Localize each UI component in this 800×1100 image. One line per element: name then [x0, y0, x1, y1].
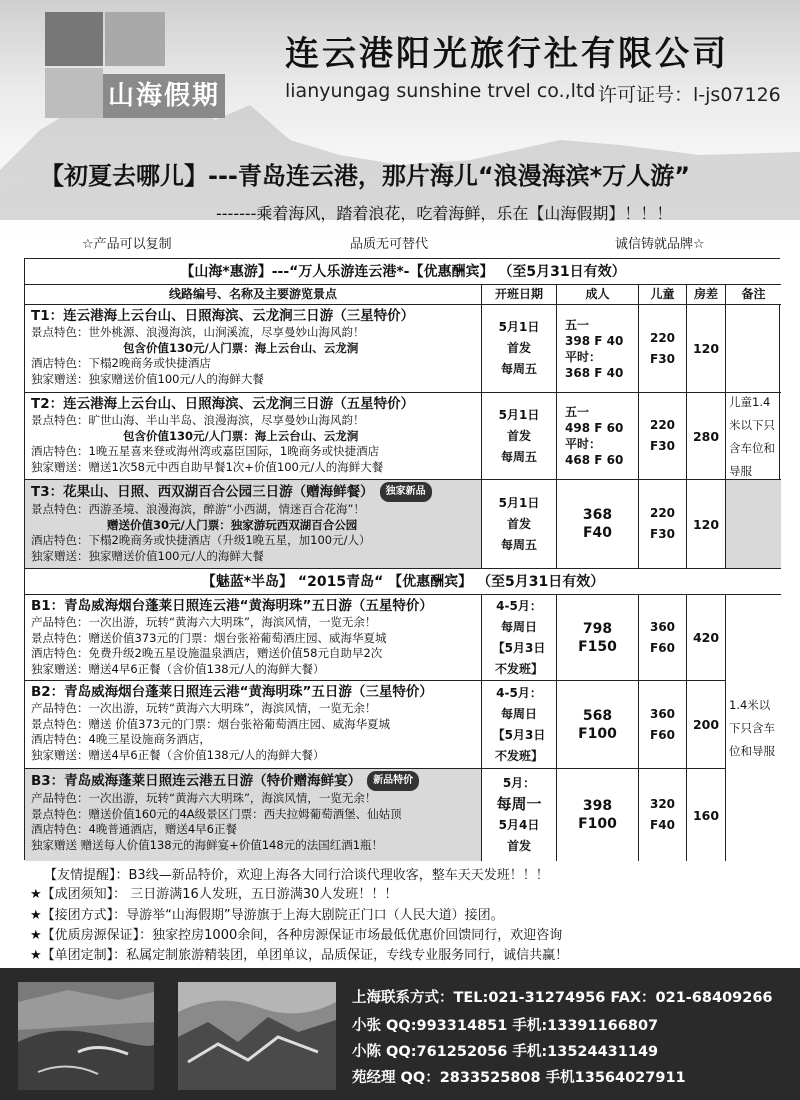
- route-child-price: 320 F40: [638, 769, 686, 861]
- route-line: 独家赠送：赠送4早6正餐（含价值138元/人的海鲜大餐）: [31, 661, 325, 676]
- route-title: T1：连云港海上云台山、日照海滨、云龙涧三日游（三星特价）: [31, 308, 415, 324]
- route-room-diff: 280: [686, 393, 725, 479]
- route-price-table: [24, 258, 780, 860]
- company-name: 连云港阳光旅行社有限公司: [285, 34, 729, 74]
- logo-text: 山海假期: [103, 74, 225, 118]
- route-date: 4-5月： 每周日 【5月3日 不发班】: [481, 681, 556, 768]
- route-line: 酒店特色：下榻2晚商务或快捷酒店（升级1晚五星，加100元/人）: [31, 533, 371, 547]
- route-line: 酒店特色：免费升级2晚五星设施温泉酒店，赠送价值58元自助早2次: [31, 646, 383, 660]
- note-custom-group: ★【单团定制】：私属定制旅游精装团，单团单议，品质保证，专线专业服务同行，诚信共赢！: [30, 948, 569, 963]
- slogan-1: ☆产品可以复制: [82, 237, 172, 252]
- route-line: 景点特色：赠送价值373元的门票：烟台张裕葡萄酒庄园、威海华夏城: [31, 630, 387, 645]
- great-wall-photo: [178, 982, 336, 1090]
- col-route: 线路编号、名称及主要游览景点: [168, 287, 337, 301]
- route-t1: [25, 305, 781, 393]
- route-room-diff: 420: [686, 595, 725, 680]
- headline: 【初夏去哪儿】---青岛连云港，那片海儿“浪漫海滨*万人游”: [40, 162, 690, 190]
- route-title: B1：青岛威海烟台蓬莱日照连云港“黄海明珠”五日游（五星特价）: [31, 598, 433, 614]
- route-date: 5月1日 首发 每周五: [481, 393, 556, 479]
- license-number: 许可证号：l-js07126: [598, 84, 781, 106]
- route-date: 5月1日 首发 每周五: [481, 305, 556, 392]
- slogan-3: 诚信铸就品牌☆: [615, 237, 705, 252]
- route-line: 独家赠送：赠送1次58元中西自助早餐1次+价值100元/人的海鲜大餐: [31, 459, 384, 474]
- route-date: 4-5月： 每周日 【5月3日 不发班】: [481, 595, 556, 680]
- route-child-price: 220 F30: [638, 393, 686, 479]
- route-title: B2：青岛威海烟台蓬莱日照连云港“黄海明珠”五日游（三星特价）: [31, 684, 433, 700]
- route-line: 产品特色：一次出游，玩转“黄海六大明珠”，海滨风情，一览无余！: [31, 615, 377, 629]
- route-room-diff: 120: [686, 305, 725, 392]
- note-group-requirement: ★【成团须知】： 三日游满16人发班，五日游满30人发班！！！: [30, 887, 398, 902]
- contact-yuan: 苑经理 QQ：2833525808 手机13564027911: [352, 1070, 686, 1086]
- route-b3: [25, 769, 781, 861]
- route-adult-price: 368 F40: [556, 480, 638, 568]
- note-friendly-reminder: 【友情提醒】：B3线—新品特价，欢迎上海各大同行洽谈代理收客，整车天天发班！！！: [44, 868, 549, 883]
- section1-remark: 儿童1.4米以下只含车位和导服: [725, 305, 781, 569]
- route-line: 包含价值130元/人门票：海上云台山、云龙涧: [123, 340, 359, 355]
- route-line: 赠送价值30元/人门票：独家游玩西双湖百合公园: [107, 517, 358, 532]
- route-date: 5月1日 首发 每周五: [481, 480, 556, 568]
- route-adult-price: 五一 398 F 40 平时： 368 F 40: [556, 305, 638, 392]
- route-b1: [25, 595, 781, 681]
- note-pickup-method: ★【接团方式】：导游举“山海假期”导游旗于上海大剧院正门口（人民大道）接团。: [30, 908, 504, 923]
- note-room-guarantee: ★【优质房源保证】：独家控房1000余间，各种房源保证市场最低优惠价回馈同行，欢迎咨询: [30, 928, 563, 943]
- coast-photo: [18, 982, 154, 1090]
- route-room-diff: 120: [686, 480, 725, 568]
- col-adult: 成人: [556, 285, 638, 304]
- route-adult-price: 568 F100: [556, 681, 638, 768]
- route-t3: [25, 480, 781, 569]
- contact-chen: 小陈 QQ:761252056 手机:13524431149: [352, 1044, 659, 1060]
- route-line: 独家赠送：赠送4早6正餐（含价值138元/人的海鲜大餐）: [31, 747, 325, 762]
- route-line: 景点特色：旷世山海、半山半岛、浪漫海滨，尽享曼妙山海风韵！: [31, 413, 365, 427]
- route-b2: [25, 681, 781, 769]
- route-line: 酒店特色：1晚五星喜来登或海州湾或嘉臣国际，1晚商务或快捷酒店: [31, 444, 380, 458]
- route-room-diff: 200: [686, 681, 725, 768]
- route-adult-price: 798 F150: [556, 595, 638, 680]
- route-title: T2：连云港海上云台山、日照海滨、云龙涧三日游（五星特价）: [31, 396, 415, 412]
- slogan-2: 品质无可替代: [350, 237, 429, 252]
- route-room-diff: 160: [686, 769, 725, 861]
- route-date: 5月： 每周一 5月4日 首发: [481, 769, 556, 861]
- route-child-price: 360 F60: [638, 681, 686, 768]
- route-child-price: 360 F60: [638, 595, 686, 680]
- col-date: 开班日期: [481, 285, 556, 304]
- header-banner: [0, 0, 800, 240]
- route-child-price: 220 F30: [638, 305, 686, 392]
- company-english-name: lianyungag sunshine trvel co.,ltd: [285, 80, 596, 102]
- route-line: 酒店特色：4晚普通酒店，赠送4早6正餐: [31, 822, 237, 836]
- contact-zhang: 小张 QQ:993314851 手机:13391166807: [352, 1018, 659, 1034]
- route-line: 产品特色：一次出游，玩转“黄海六大明珠”，海滨风情，一览无余！: [31, 701, 377, 715]
- subheadline: -------乘着海风，踏着浪花，吃着海鲜，乐在【山海假期】！！！: [216, 204, 673, 223]
- new-product-badge: 新品特价: [367, 771, 419, 791]
- route-line: 景点特色：西游圣境、浪漫海滨，醉游“小西湖，情迷百合花海”！: [31, 502, 365, 516]
- route-line: 酒店特色：下榻2晚商务或快捷酒店: [31, 356, 211, 370]
- route-adult-price: 398 F100: [556, 769, 638, 861]
- route-line: 独家赠送：独家赠送价值100元/人的海鲜大餐: [31, 371, 264, 386]
- route-line: 产品特色：一次出游，玩转“黄海六大明珠”，海滨风情，一览无余！: [31, 791, 377, 805]
- col-child: 儿童: [638, 285, 686, 304]
- route-t2: [25, 393, 781, 480]
- route-line: 景点特色：赠送 价值373元的门票：烟台张裕葡萄酒庄园、威海华夏城: [31, 716, 391, 731]
- route-line: 酒店特色：4晚三星设施商务酒店，: [31, 732, 211, 746]
- section2-title: 【魅蓝*半岛】 “2015青岛“ 【优惠酬宾】 （至5月31日有效）: [25, 569, 781, 595]
- company-logo: [45, 12, 227, 120]
- table-header: [25, 285, 781, 305]
- route-line: 包含价值130元/人门票：海上云台山、云龙涧: [123, 428, 359, 443]
- route-title: B3：青岛威海蓬莱日照连云港五日游（特价赠海鲜宴） 新品特价: [31, 771, 481, 791]
- slogan-bar: [0, 233, 800, 253]
- section1-title: 【山海*惠游】---“万人乐游连云港*-【优惠酬宾】 （至5月31日有效）: [25, 259, 781, 285]
- route-line: 独家赠送：独家赠送价值100元/人的海鲜大餐: [31, 548, 264, 563]
- route-line: 景点特色：世外桃源、浪漫海滨，山涧溪流，尽享曼妙山海风韵！: [31, 325, 365, 339]
- col-remark: 备注: [725, 285, 781, 304]
- route-line: 景点特色：赠送价值160元的4A级景区门票：西夫拉姆葡萄酒堡、仙姑顶: [31, 806, 402, 821]
- new-product-badge: 独家新品: [380, 482, 432, 502]
- route-child-price: 220 F30: [638, 480, 686, 568]
- contact-footer: [0, 968, 800, 1100]
- route-adult-price: 五一 498 F 60 平时： 468 F 60: [556, 393, 638, 479]
- route-title: T3：花果山、日照、西双湖百合公园三日游（赠海鲜餐） 独家新品: [31, 482, 481, 502]
- route-line: 独家赠送 赠送每人价值138元的海鲜宴+价值148元的法国红酒1瓶！: [31, 837, 384, 852]
- contact-shanghai: 上海联系方式：TEL:021-31274956 FAX：021-68409266: [352, 990, 773, 1006]
- section2-remark: 1.4米以下只含车位和导服: [725, 595, 781, 861]
- col-diff: 房差: [686, 285, 725, 304]
